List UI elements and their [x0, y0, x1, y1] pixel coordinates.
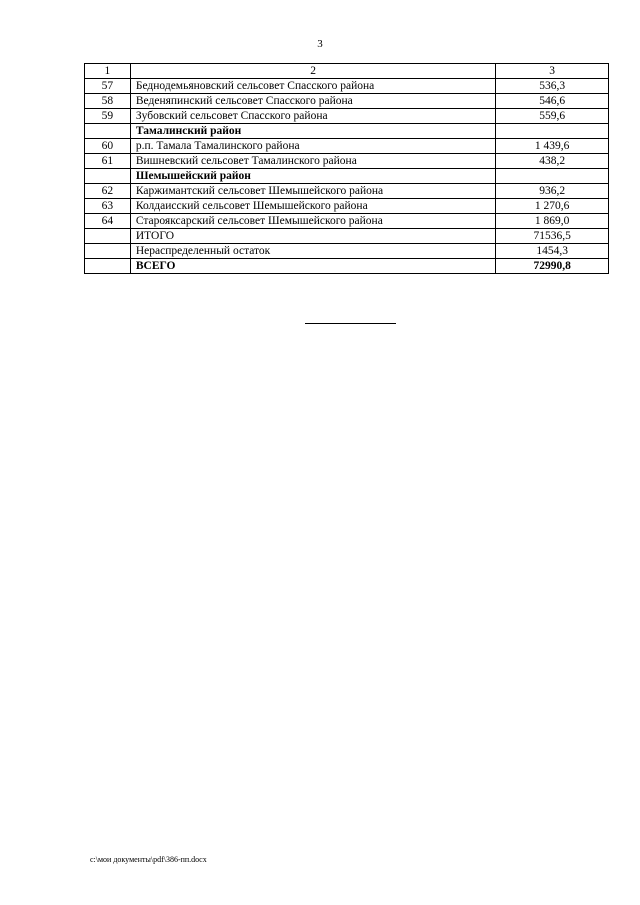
- table-row: [85, 214, 609, 229]
- row-name: Старояксарский сельсовет Шемышейского района: [130, 214, 495, 229]
- table-row: [85, 169, 609, 184]
- row-number: 63: [85, 199, 131, 214]
- page-number: 3: [317, 38, 323, 50]
- table-row: [85, 79, 609, 94]
- row-value: 1 270,6: [496, 199, 609, 214]
- row-value: 438,2: [496, 154, 609, 169]
- row-value: 1 869,0: [496, 214, 609, 229]
- row-value: 536,3: [496, 79, 609, 94]
- row-value: 1 439,6: [496, 139, 609, 154]
- row-value: 559,6: [496, 109, 609, 124]
- row-value: 546,6: [496, 94, 609, 109]
- table-row: [85, 139, 609, 154]
- row-number: [85, 259, 131, 274]
- column-header-3: 3: [496, 64, 609, 79]
- row-number: 61: [85, 154, 131, 169]
- row-value: 71536,5: [496, 229, 609, 244]
- column-header-1: 1: [85, 64, 131, 79]
- row-name: Шемышейский район: [130, 169, 495, 184]
- table-row: [85, 94, 609, 109]
- row-number: [85, 124, 131, 139]
- table-row: [85, 109, 609, 124]
- table-row: [85, 154, 609, 169]
- row-number: [85, 229, 131, 244]
- table-row: [85, 184, 609, 199]
- table-row: [85, 199, 609, 214]
- row-number: [85, 169, 131, 184]
- table-header-row: [85, 64, 609, 79]
- row-number: 58: [85, 94, 131, 109]
- allocation-table: [84, 63, 609, 274]
- file-path: c:\мои документы\pdf\386-пп.docx: [90, 855, 207, 864]
- row-name: Беднодемьяновский сельсовет Спасского района: [130, 79, 495, 94]
- row-name: Тамалинский район: [130, 124, 495, 139]
- row-name: Колдаисский сельсовет Шемышейского района: [130, 199, 495, 214]
- row-name: Каржимантский сельсовет Шемышейского района: [130, 184, 495, 199]
- table-row: [85, 259, 609, 274]
- row-number: 64: [85, 214, 131, 229]
- row-number: 62: [85, 184, 131, 199]
- section-divider: [305, 323, 396, 324]
- row-name: ИТОГО: [130, 229, 495, 244]
- row-value: [496, 124, 609, 139]
- row-value: 1454,3: [496, 244, 609, 259]
- row-value: 936,2: [496, 184, 609, 199]
- row-value: [496, 169, 609, 184]
- row-name: Веденяпинский сельсовет Спасского района: [130, 94, 495, 109]
- table-body: [85, 64, 609, 274]
- table-row: [85, 244, 609, 259]
- row-name: Вишневский сельсовет Тамалинского района: [130, 154, 495, 169]
- row-name: ВСЕГО: [130, 259, 495, 274]
- row-name: р.п. Тамала Тамалинского района: [130, 139, 495, 154]
- table-row: [85, 124, 609, 139]
- row-number: 57: [85, 79, 131, 94]
- row-number: [85, 244, 131, 259]
- row-number: 60: [85, 139, 131, 154]
- column-header-2: 2: [130, 64, 495, 79]
- row-name: Зубовский сельсовет Спасского района: [130, 109, 495, 124]
- table-row: [85, 229, 609, 244]
- row-value: 72990,8: [496, 259, 609, 274]
- row-name: Нераспределенный остаток: [130, 244, 495, 259]
- row-number: 59: [85, 109, 131, 124]
